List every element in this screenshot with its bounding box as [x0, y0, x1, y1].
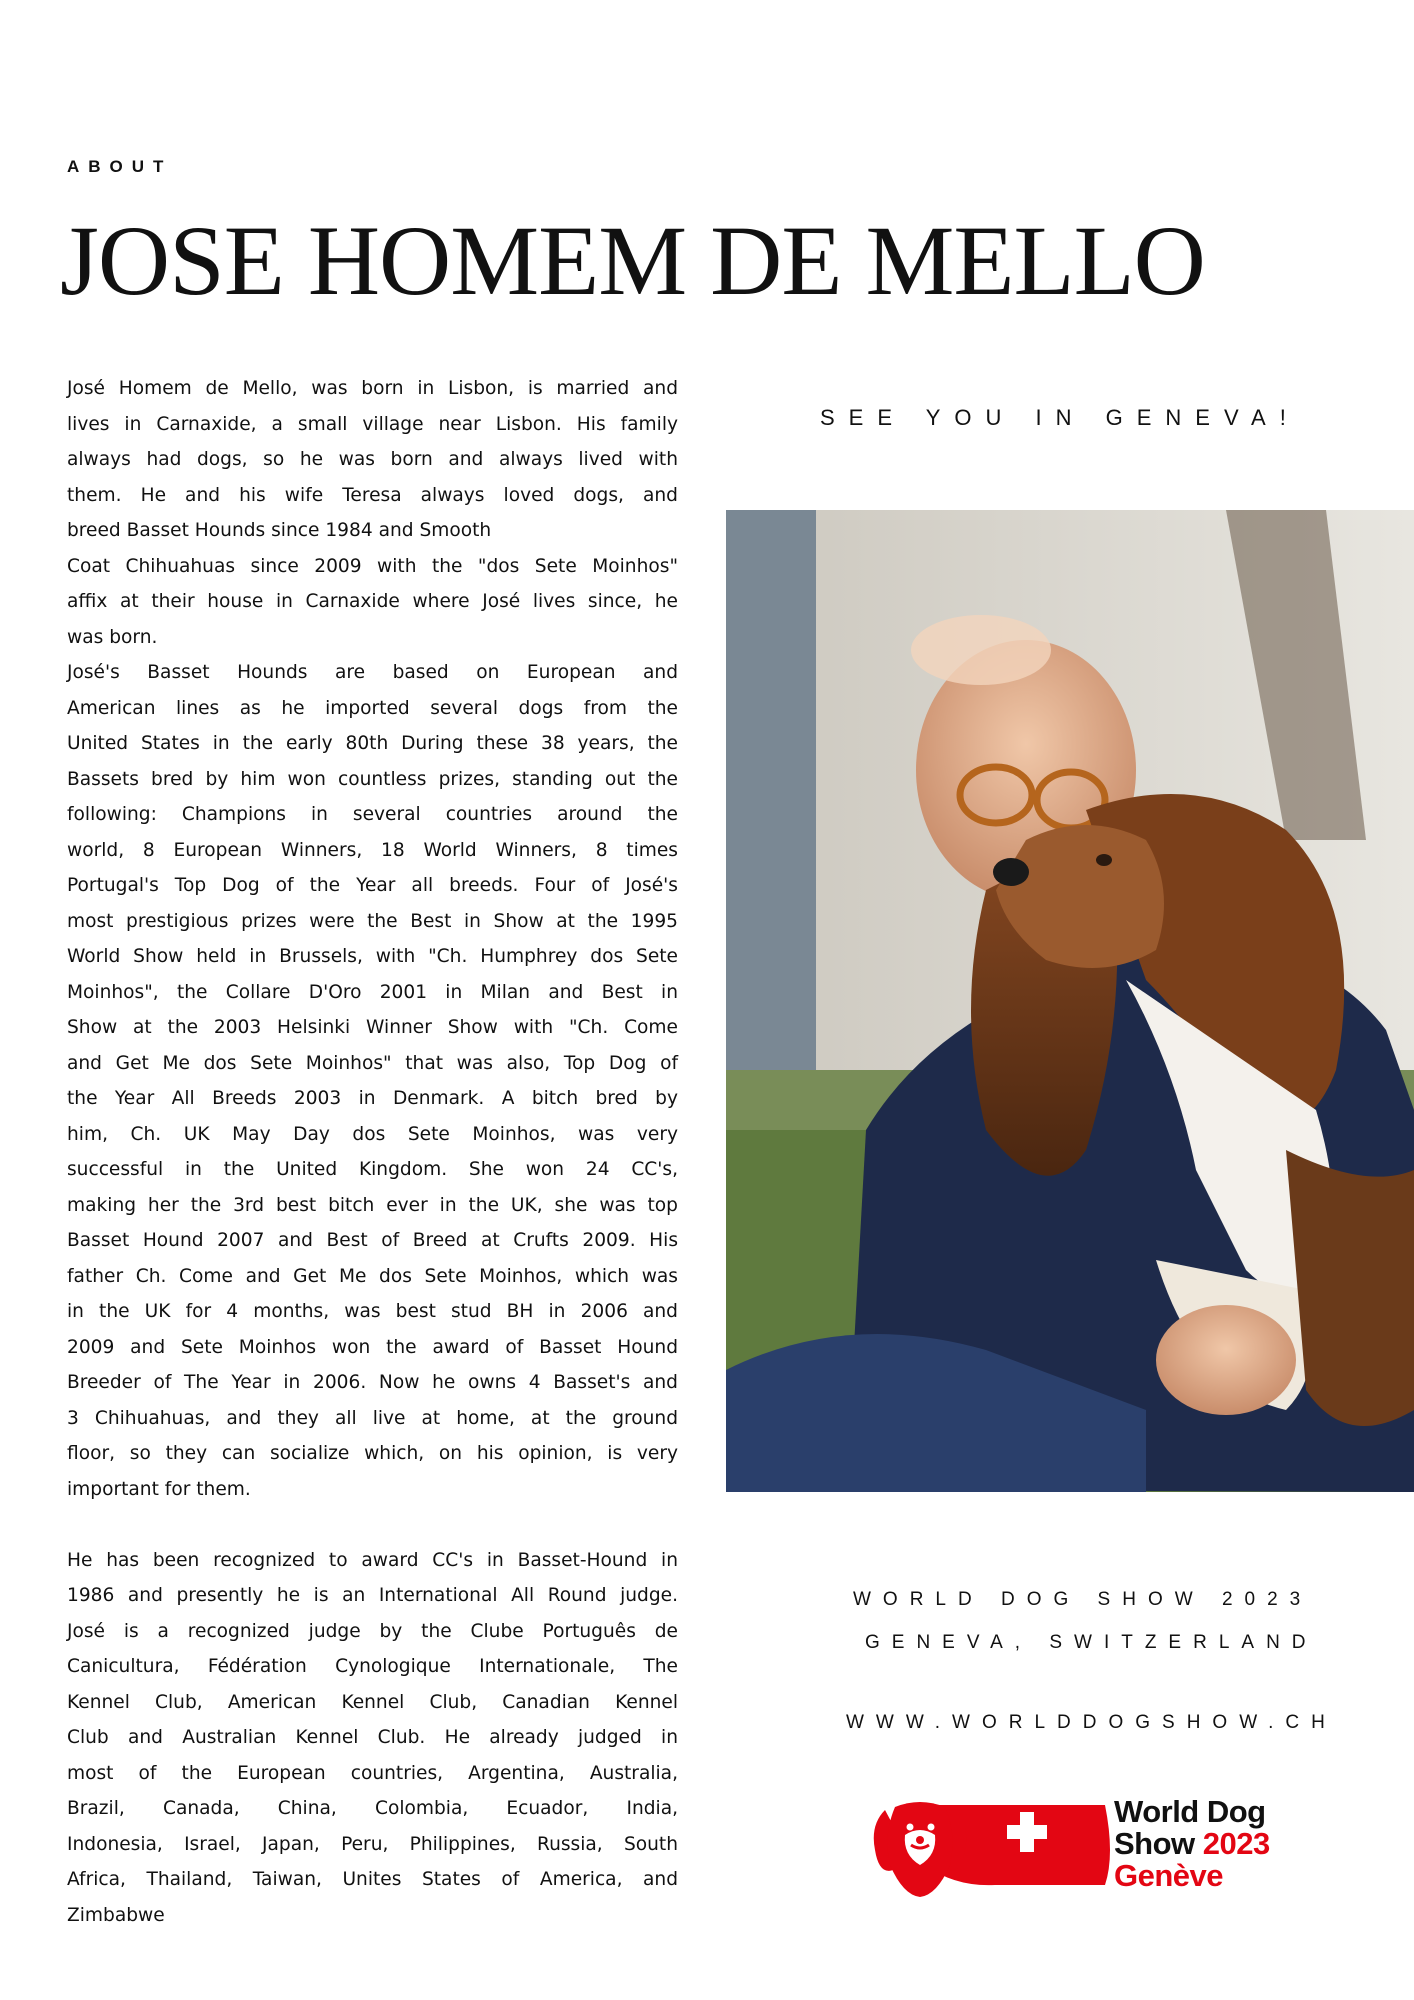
biography-line: Africa, Thailand, Taiwan, Unites States of America, and: [67, 1869, 678, 1890]
biography-line: He has been recognized to award CC's in Basset-Hound in: [67, 1549, 678, 1571]
biography-line: them. He and his wife Teresa always loved dogs, and: [67, 484, 678, 506]
biography-line: the Year All Breeds 2003 in Denmark. A bitch bred by: [67, 1088, 678, 1109]
biography-line: Show at the 2003 Helsinki Winner Show with "Ch. Come: [67, 1017, 678, 1038]
biography-line: floor, so they can socialize which, on his opinion, is very: [67, 1443, 678, 1464]
biography-line: 3 Chihuahuas, and they all live at home, at the ground: [67, 1407, 678, 1429]
biography-line: United States in the early 80th During these 38 years, the: [67, 733, 678, 754]
biography-line: Brazil, Canada, China, Colombia, Ecuador, India,: [67, 1798, 678, 1819]
biography-line: Canicultura, Fédération Cynologique Internationale, The: [67, 1656, 678, 1677]
biography-line: world, 8 European Winners, 18 World Winners, 8 times: [67, 839, 678, 861]
logo-line-3: Genève: [1114, 1858, 1224, 1893]
biography-line: him, Ch. UK May Day dos Sete Moinhos, was very: [67, 1123, 678, 1145]
event-name: WORLD DOG SHOW 2023: [853, 1589, 1313, 1610]
biography-line: Coat Chihuahuas since 2009 with the "dos Sete Moinhos": [67, 555, 678, 577]
judge-photo: [726, 510, 1414, 1492]
event-location[interactable]: GENEVA, SWITZERLAND: [865, 1632, 1318, 1653]
biography-line: 1986 and presently he is an International All Round judge.: [67, 1585, 678, 1606]
biography-line: José's Basset Hounds are based on European and: [67, 662, 678, 683]
biography: [67, 371, 678, 1933]
biography-line: Bassets bred by him won countless prizes, standing out the: [67, 768, 678, 790]
biography-line: breed Basset Hounds since 1984 and Smooth: [67, 520, 492, 541]
biography-line: most prestigious prizes were the Best in Show at the 1995: [67, 910, 678, 932]
biography-line: successful in the United Kingdom. She won 24 CC's,: [67, 1159, 678, 1180]
biography-line: Indonesia, Israel, Japan, Peru, Philippines, Russia, South: [67, 1833, 678, 1855]
website-link[interactable]: WWW.WORLDDOGSHOW.CH: [846, 1712, 1337, 1733]
logo-line-2: [1114, 1828, 1270, 1860]
page-title: JOSE HOMEM DE MELLO: [60, 205, 1205, 316]
tagline: SEE YOU IN GENEVA!: [820, 405, 1300, 430]
logo-year: 2023: [1202, 1826, 1270, 1861]
biography-line: important for them.: [67, 1478, 251, 1500]
biography-line: following: Champions in several countries around the: [67, 804, 678, 825]
biography-line: Portugal's Top Dog of the Year all breeds. Four of José's: [67, 875, 678, 896]
biography-line: and Get Me dos Sete Moinhos" that was also, Top Dog of: [67, 1052, 678, 1074]
biography-paragraph-2: [67, 1543, 678, 1934]
biography-line: Kennel Club, American Kennel Club, Canadian Kennel: [67, 1691, 678, 1713]
judge-with-basset-hound-photo-icon: [726, 510, 1414, 1492]
biography-line: Club and Australian Kennel Club. He already judged in: [67, 1727, 678, 1748]
biography-line: 2009 and Sete Moinhos won the award of Basset Hound: [67, 1336, 678, 1358]
logo-line-1: World Dog: [1114, 1794, 1266, 1829]
biography-line: affix at their house in Carnaxide where José lives since, he: [67, 591, 678, 612]
biography-line: most of the European countries, Argentina, Australia,: [67, 1762, 678, 1784]
biography-line: always had dogs, so he was born and always lived with: [67, 449, 678, 470]
biography-line: Moinhos", the Collare D'Oro 2001 in Milan and Best in: [67, 981, 678, 1003]
biography-line: in the UK for 4 months, was best stud BH in 2006 and: [67, 1301, 678, 1322]
biography-line: José Homem de Mello, was born in Lisbon, is married and: [67, 378, 678, 399]
biography-line: father Ch. Come and Get Me dos Sete Moinhos, which was: [67, 1265, 678, 1287]
biography-line: making her the 3rd best bitch ever in the UK, she was top: [67, 1194, 678, 1216]
biography-line: Breeder of The Year in 2006. Now he owns 4 Basset's and: [67, 1372, 678, 1393]
biography-line: was born.: [67, 626, 158, 648]
biography-line: American lines as he imported several dogs from the: [67, 697, 678, 719]
biography-line: José is a recognized judge by the Clube Português de: [67, 1620, 678, 1642]
logo-show: Show: [1114, 1826, 1195, 1861]
biography-paragraph-1: [67, 371, 678, 1507]
biography-line: Zimbabwe: [67, 1904, 165, 1926]
biography-line: Basset Hound 2007 and Best of Breed at Crufts 2009. His: [67, 1230, 678, 1251]
biography-line: lives in Carnaxide, a small village near Lisbon. His family: [67, 413, 678, 435]
logo-wordmark: [1114, 1796, 1270, 1892]
section-kicker: ABOUT: [67, 157, 173, 176]
biography-line: World Show held in Brussels, with "Ch. Humphrey dos Sete: [67, 946, 678, 967]
